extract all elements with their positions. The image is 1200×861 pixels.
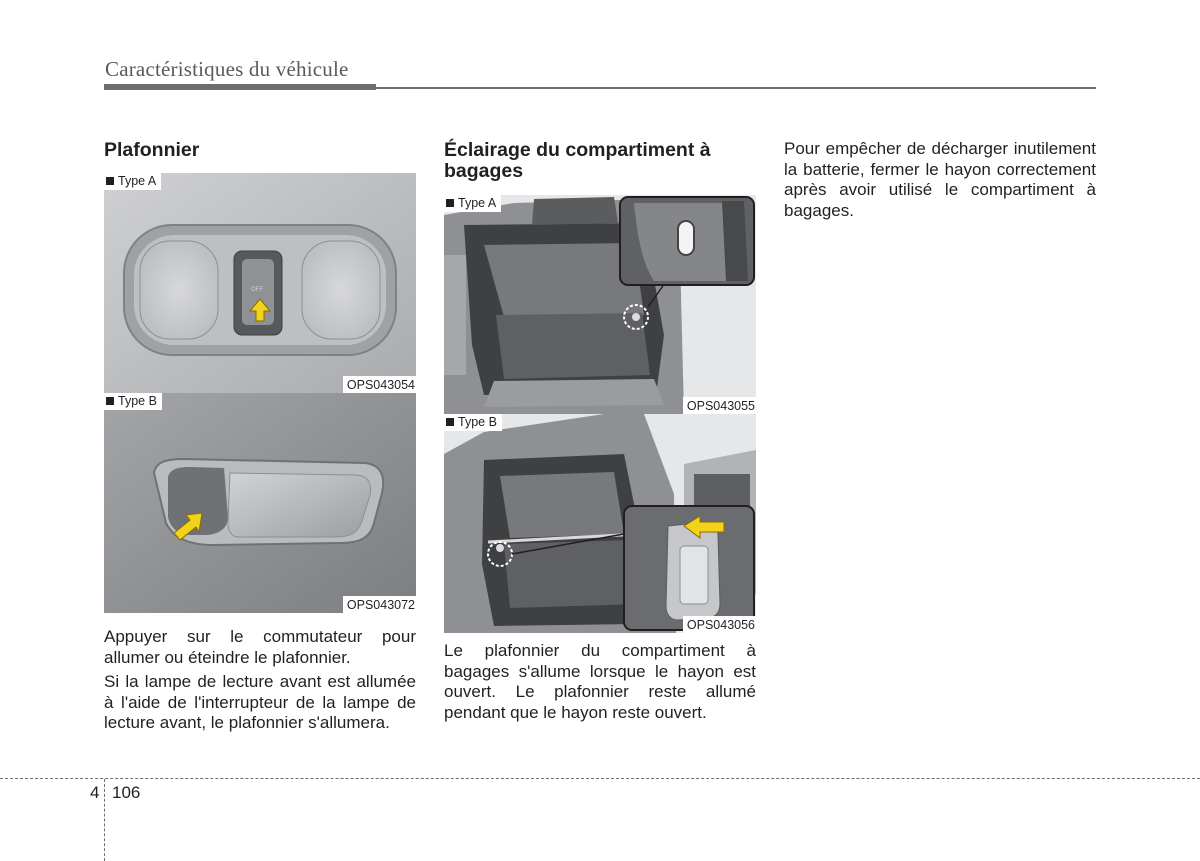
page-number: 106 xyxy=(112,783,141,802)
footer-vertical-rule xyxy=(104,779,105,861)
figure-type-label: Type B xyxy=(104,393,162,410)
header-rule-dark xyxy=(104,84,376,90)
figure-type-label: Type A xyxy=(444,195,501,212)
heading-plafonnier: Plafonnier xyxy=(104,139,200,161)
figure-type-label: Type B xyxy=(444,414,502,431)
footer-rule xyxy=(0,778,1200,779)
dome-light-type-b-illustration xyxy=(104,393,416,613)
square-bullet-icon xyxy=(446,199,454,207)
figure-code: OPS043054 xyxy=(343,376,416,393)
square-bullet-icon xyxy=(106,397,114,405)
paragraph-plafonnier-switch: Appuyer sur le commutateur pour allumer ou éteindre le plafonnier. xyxy=(104,627,416,667)
heading-eclairage-compartiment: Éclairage du compartiment à bagages xyxy=(444,139,711,182)
svg-text:OFF: OFF xyxy=(251,287,263,293)
figure-code: OPS043072 xyxy=(343,596,416,613)
figure-plafonnier-type-a xyxy=(104,173,416,393)
cargo-area-type-a-illustration xyxy=(444,195,756,414)
figure-code: OPS043056 xyxy=(683,616,756,633)
paragraph-plafonnier-reading-lamp: Si la lampe de lecture avant est allumée à l'aide de l'interrupteur de la lampe de lecture avant, le plafonnier s'allumera. xyxy=(104,672,416,732)
figure-cargo-light-type-a xyxy=(444,195,756,414)
figure-plafonnier-type-b xyxy=(104,393,416,613)
cargo-area-type-b-illustration xyxy=(444,414,756,633)
figure-code: OPS043055 xyxy=(683,397,756,414)
figure-cargo-light-type-b xyxy=(444,414,756,633)
paragraph-cargo-light: Le plafonnier du compartiment à bagages s'allume lorsque le hayon est ouvert. Le plafonnier reste allumé pendant que le hayon reste ouvert. xyxy=(444,641,756,722)
header-rule-light xyxy=(376,87,1096,89)
figure-type-label: Type A xyxy=(104,173,161,190)
chapter-number: 4 xyxy=(90,783,100,802)
square-bullet-icon xyxy=(106,177,114,185)
square-bullet-icon xyxy=(446,418,454,426)
section-header-title: Caractéristiques du véhicule xyxy=(105,57,349,81)
dome-light-type-a-illustration xyxy=(104,173,416,393)
paragraph-battery-warning: Pour empêcher de décharger inutilement la batterie, fermer le hayon correctement après avoir utilisé le compartiment à bagages. xyxy=(784,139,1096,220)
